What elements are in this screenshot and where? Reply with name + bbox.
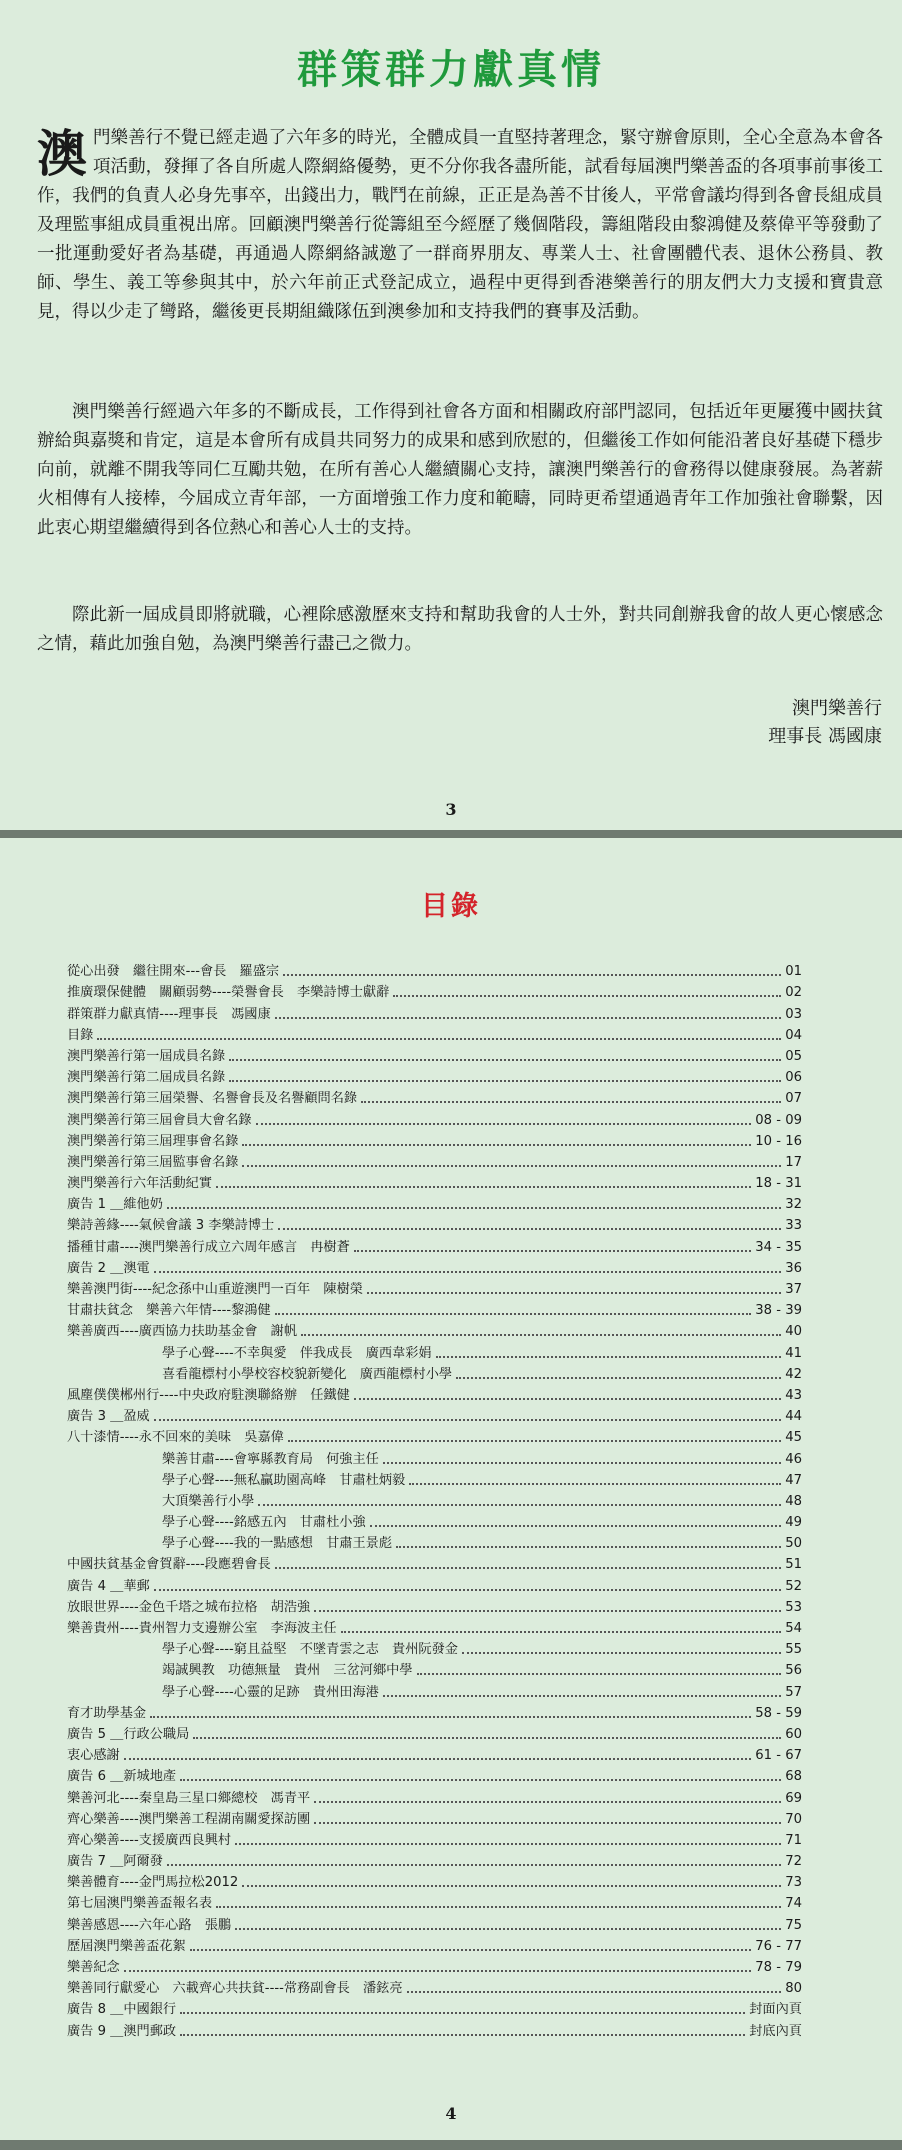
toc-entry-title: 廣告 9 ＿澳門郵政 <box>67 2023 177 2039</box>
toc-entry-title: 甘肅扶貧念 樂善六年情----黎鴻健 <box>67 1303 271 1319</box>
toc-entry-title: 廣告 8 ＿中國銀行 <box>67 2002 177 2018</box>
toc-row[interactable] <box>67 1573 802 1594</box>
toc-entry-page: 02 <box>785 985 802 1001</box>
dot-leader <box>354 1398 781 1400</box>
toc-entry-page: 54 <box>785 1621 802 1636</box>
paragraph-1-text: 門樂善行不覺已經走過了六年多的時光，全體成員一直堅持著理念，緊守辦會原則，全心全意為本會各項活動，發揮了各自所處人際網絡優勢，更不分你我各盡所能，試看每屆澳門樂善盃的各項事前事後工作，我們的負責人必身先事卒，出錢出力，戰鬥在前線，正正是為善不甘後人，平常會議均得到各會長組成員及理監事組成員重視出席。回顧澳門樂善行從籌組至今經歷了幾個階段，籌組階段由黎鴻健及蔡偉平等發動了一批運動愛好者為基礎，再通過人際網絡誠邀了一群商界朋友、專業人士、社會團體代表、退休公務員、教師、學生、義工等參與其中，於六年前正式登記成立，過程中更得到香港樂善行的朋友們大力支援和寶貴意見，得以少走了彎路，繼後更長期組織隊伍到澳參加和支持我們的賽事及活動。 <box>37 128 883 322</box>
toc-entry-page: 46 <box>785 1451 802 1467</box>
toc-entry-title: 廣告 7 ＿阿爾發 <box>67 1854 163 1870</box>
toc-entry-title: 目錄 <box>67 1027 94 1043</box>
toc-entry-title: 廣告 4 ＿華郵 <box>67 1578 150 1594</box>
dot-leader <box>275 1567 782 1569</box>
table-of-contents <box>67 959 802 2040</box>
toc-row[interactable] <box>67 1468 802 1489</box>
toc-entry-page: 68 <box>785 1769 802 1785</box>
dot-leader <box>361 1101 781 1103</box>
toc-row[interactable] <box>67 1616 802 1637</box>
toc-entry-title: 群策群力獻真情----理事長 馮國康 <box>67 1006 271 1022</box>
toc-row[interactable] <box>67 1001 802 1022</box>
toc-row[interactable] <box>67 1912 802 1933</box>
toc-entry-page: 05 <box>785 1048 802 1064</box>
toc-entry-title: 育才助學基金 <box>67 1705 147 1721</box>
toc-row[interactable] <box>67 1743 802 1764</box>
toc-row[interactable] <box>67 1107 802 1128</box>
toc-entry-page: 71 <box>785 1832 802 1848</box>
dot-leader <box>396 1546 781 1548</box>
dot-leader <box>216 1186 751 1188</box>
dot-leader <box>229 1080 781 1082</box>
toc-entry-title: 播種甘肅----澳門樂善行成立六周年感言 冉樹蒼 <box>67 1239 350 1255</box>
toc-entry-page: 47 <box>785 1472 802 1488</box>
toc-row[interactable] <box>67 1319 802 1340</box>
toc-entry-title: 學子心聲----心靈的足跡 貴州田海港 <box>162 1684 379 1700</box>
dot-leader <box>190 1949 752 1951</box>
dot-leader <box>283 974 781 976</box>
toc-row[interactable] <box>67 1171 802 1192</box>
toc-entry-title: 樂善紀念 <box>67 1960 120 1975</box>
toc-row[interactable] <box>67 1425 802 1446</box>
toc-entry-page: 18 - 31 <box>755 1176 802 1192</box>
toc-entry-page: 80 <box>785 1981 802 1997</box>
toc-row[interactable] <box>67 1701 802 1722</box>
toc-row[interactable] <box>67 1129 802 1150</box>
toc-entry-page: 43 <box>785 1387 802 1403</box>
toc-entry-page: 38 - 39 <box>755 1303 802 1319</box>
toc-entry-page: 76 - 77 <box>755 1938 802 1954</box>
dot-leader <box>216 1906 781 1908</box>
signature-org: 澳門樂善行 <box>792 698 882 719</box>
toc-entry-title: 推廣環保健體 關顧弱勢----榮譽會長 李樂詩博士獻辭 <box>67 985 390 1001</box>
toc-entry-title: 樂善甘肅----會寧縣教育局 何強主任 <box>162 1451 379 1467</box>
toc-entry-page: 36 <box>785 1260 802 1276</box>
toc-entry-title: 樂善體育----金門馬拉松2012 <box>67 1875 239 1891</box>
toc-entry-title: 樂善感恩----六年心路 張鵬 <box>67 1917 232 1933</box>
toc-entry-page: 44 <box>785 1409 802 1425</box>
toc-entry-title: 放眼世界----金色千塔之城布拉格 胡浩強 <box>67 1599 311 1615</box>
page-number: 4 <box>445 2104 457 2123</box>
dot-leader <box>407 1991 782 1993</box>
toc-entry-page: 52 <box>785 1578 802 1594</box>
dot-leader <box>154 1271 782 1273</box>
toc-entry-title: 澳門樂善行第一屆成員名錄 <box>67 1048 226 1064</box>
toc-entry-title: 樂善貴州----貴州智力支邊辦公室 李海波主任 <box>67 1621 337 1636</box>
dot-leader <box>370 1525 782 1527</box>
toc-row[interactable] <box>67 1764 802 1785</box>
toc-entry-page: 72 <box>785 1854 802 1870</box>
toc-entry-title: 廣告 6 ＿新城地產 <box>67 1769 177 1785</box>
toc-heading: 目錄 <box>421 891 481 922</box>
toc-entry-title: 澳門樂善行第三屆理事會名錄 <box>67 1133 239 1149</box>
toc-row[interactable] <box>67 1213 802 1234</box>
dot-leader <box>235 1928 781 1930</box>
dot-leader <box>229 1059 781 1061</box>
dot-leader <box>314 1822 781 1824</box>
toc-row[interactable] <box>67 1277 802 1298</box>
toc-row[interactable] <box>67 1510 802 1531</box>
toc-row[interactable] <box>67 1934 802 1955</box>
toc-entry-page: 40 <box>785 1324 802 1340</box>
dot-leader <box>150 1716 751 1718</box>
toc-row[interactable] <box>67 1722 802 1743</box>
toc-entry-title: 廣告 1 ＿維他奶 <box>67 1197 163 1213</box>
toc-row[interactable] <box>67 1150 802 1171</box>
toc-entry-title: 八十漆情----永不回來的美味 吳嘉偉 <box>67 1430 284 1446</box>
dot-leader <box>383 1695 781 1697</box>
toc-row[interactable] <box>67 1446 802 1467</box>
toc-row[interactable] <box>67 1086 802 1107</box>
toc-entry-page: 41 <box>785 1345 802 1361</box>
toc-entry-page: 34 - 35 <box>755 1239 802 1255</box>
dot-leader <box>180 2012 745 2014</box>
dot-leader <box>97 1038 781 1040</box>
dot-leader <box>417 1673 782 1675</box>
dot-leader <box>409 1483 781 1485</box>
toc-entry-page: 32 <box>785 1197 802 1213</box>
toc-row[interactable] <box>67 1298 802 1319</box>
toc-entry-title: 中國扶貧基金會賀辭----段應碧會長 <box>67 1557 271 1573</box>
drop-cap: 澳 <box>37 124 87 183</box>
dot-leader <box>242 1144 751 1146</box>
dot-leader <box>288 1440 781 1442</box>
toc-entry-title: 學子心聲----銘感五內 甘肅杜小強 <box>162 1515 366 1531</box>
dot-leader <box>278 1228 781 1230</box>
toc-entry-title: 學子心聲----無私贏助園高峰 甘肅杜炳毅 <box>162 1472 406 1488</box>
toc-row[interactable] <box>67 1997 802 2018</box>
toc-entry-page: 69 <box>785 1790 802 1806</box>
dot-leader <box>456 1377 781 1379</box>
toc-entry-page: 70 <box>785 1811 802 1827</box>
dot-leader <box>314 1610 781 1612</box>
toc-entry-page: 07 <box>785 1091 802 1107</box>
toc-entry-page: 56 <box>785 1663 802 1679</box>
toc-row[interactable] <box>67 1065 802 1086</box>
toc-row[interactable] <box>67 1807 802 1828</box>
toc-entry-page: 10 - 16 <box>755 1133 802 1149</box>
toc-entry-title: 廣告 5 ＿行政公職局 <box>67 1726 190 1742</box>
toc-entry-page: 58 - 59 <box>755 1705 802 1721</box>
dot-leader <box>193 1737 781 1739</box>
toc-entry-page: 48 <box>785 1493 802 1509</box>
toc-row[interactable] <box>67 2018 802 2039</box>
dot-leader <box>383 1462 781 1464</box>
dot-leader <box>354 1250 751 1252</box>
page-divider-bottom <box>0 2140 902 2150</box>
dot-leader <box>275 1017 782 1019</box>
toc-entry-page: 75 <box>785 1917 802 1933</box>
dot-leader <box>154 1589 782 1591</box>
toc-entry-page: 60 <box>785 1726 802 1742</box>
toc-entry-title: 衷心感謝 <box>67 1748 120 1764</box>
toc-entry-page: 封底內頁 <box>749 2023 802 2039</box>
toc-row[interactable] <box>67 1404 802 1425</box>
dot-leader <box>235 1843 781 1845</box>
dot-leader <box>167 1864 781 1866</box>
toc-entry-page: 06 <box>785 1070 802 1086</box>
toc-entry-page: 51 <box>785 1557 802 1573</box>
toc-entry-page: 45 <box>785 1430 802 1446</box>
toc-row[interactable] <box>67 1552 802 1573</box>
toc-entry-page: 04 <box>785 1027 802 1043</box>
toc-entry-title: 大頂樂善行小學 <box>162 1493 255 1509</box>
toc-entry-title: 從心出發 繼往開來---會長 羅盛宗 <box>67 964 280 980</box>
toc-row[interactable] <box>67 1828 802 1849</box>
toc-entry-title: 澳門樂善行第三屆會員大會名錄 <box>67 1112 252 1128</box>
toc-entry-title: 學子心聲----不幸與愛 伴我成長 廣西韋彩娟 <box>162 1345 432 1361</box>
toc-entry-page: 01 <box>785 964 802 980</box>
toc-entry-title: 風塵僕僕郴州行----中央政府駐澳聯絡辦 任鐵健 <box>67 1387 350 1403</box>
page-4 <box>0 838 902 2140</box>
toc-row[interactable] <box>67 980 802 1001</box>
toc-entry-page: 74 <box>785 1896 802 1912</box>
toc-entry-title: 廣告 3 ＿盈威 <box>67 1409 150 1425</box>
toc-row[interactable] <box>67 1489 802 1510</box>
toc-row[interactable] <box>67 1849 802 1870</box>
toc-entry-page: 封面內頁 <box>749 2002 802 2018</box>
dot-leader <box>242 1885 781 1887</box>
toc-row[interactable] <box>67 1785 802 1806</box>
toc-entry-title: 歷屆澳門樂善盃花絮 <box>67 1938 186 1954</box>
signature-name: 理事長 馮國康 <box>768 726 882 747</box>
toc-entry-page: 17 <box>785 1154 802 1170</box>
toc-row[interactable] <box>67 1595 802 1616</box>
dot-leader <box>258 1504 781 1506</box>
toc-row[interactable] <box>67 959 802 980</box>
toc-entry-title: 樂善河北----秦皇島三星口鄉總校 馮青平 <box>67 1790 311 1806</box>
toc-entry-page: 42 <box>785 1366 802 1382</box>
toc-entry-page: 53 <box>785 1599 802 1615</box>
toc-entry-title: 澳門樂善行第三屆榮譽、名譽會長及名譽顧問名錄 <box>67 1091 358 1107</box>
toc-entry-title: 齊心樂善----澳門樂善工程湖南關愛探訪團 <box>67 1811 311 1827</box>
toc-entry-page: 08 - 09 <box>755 1112 802 1128</box>
toc-entry-title: 齊心樂善----支援廣西良興村 <box>67 1832 232 1848</box>
dot-leader <box>341 1631 782 1633</box>
page-divider <box>0 830 902 838</box>
toc-entry-title: 廣告 2 ＿澳電 <box>67 1260 150 1276</box>
toc-row[interactable] <box>67 1192 802 1213</box>
toc-row[interactable] <box>67 1976 802 1997</box>
dot-leader <box>154 1419 782 1421</box>
toc-entry-title: 竭誠興教 功德無量 貴州 三岔河鄉中學 <box>162 1663 413 1679</box>
toc-row[interactable] <box>67 1044 802 1065</box>
toc-entry-page: 50 <box>785 1536 802 1552</box>
dot-leader <box>314 1801 781 1803</box>
dot-leader <box>124 1970 752 1972</box>
paragraph-3: 際此新一屆成員即將就職，心裡除感激歷來支持和幫助我會的人士外，對共同創辦我會的故人更心懷感念之情，藉此加強自勉，為澳門樂善行盡己之微力。 <box>37 605 883 654</box>
toc-entry-page: 37 <box>785 1282 802 1297</box>
toc-row[interactable] <box>67 1637 802 1658</box>
toc-entry-page: 33 <box>785 1218 802 1234</box>
toc-entry-page: 55 <box>785 1642 802 1658</box>
article-title: 群策群力獻真情 <box>297 46 605 93</box>
toc-entry-title: 澳門樂善行第二屆成員名錄 <box>67 1070 226 1086</box>
dot-leader <box>275 1313 752 1315</box>
toc-entry-title: 學子心聲----我的一點感想 甘肅王景彪 <box>162 1536 393 1552</box>
dot-leader <box>167 1207 781 1209</box>
toc-entry-title: 學子心聲----窮且益堅 不墜青雲之志 貴州阮發金 <box>162 1642 458 1658</box>
paragraph-2: 澳門樂善行經過六年多的不斷成長，工作得到社會各方面和相關政府部門認同，包括近年更屢獲中國扶貧辦給與嘉獎和肯定，這是本會所有成員共同努力的成果和感到欣慰的，但繼後工作如何能沿著良好基礎下穩步向前，就離不開我等同仁互勵共勉，在所有善心人繼續關心支持，讓澳門樂善行的會務得以健康發展。為著薪火相傳有人接棒，今屆成立青年部，一方面增強工作力度和範疇，同時更希望通過青年工作加強社會聯繫，因此衷心期望繼續得到各位熱心和善心人士的支持。 <box>37 402 883 538</box>
toc-entry-title: 第七屆澳門樂善盃報名表 <box>67 1896 213 1912</box>
toc-row[interactable] <box>67 1340 802 1361</box>
dot-leader <box>180 2034 745 2036</box>
toc-row[interactable] <box>67 1383 802 1404</box>
page-number: 3 <box>445 800 457 819</box>
toc-entry-title: 澳門樂善行六年活動紀實 <box>67 1176 213 1192</box>
toc-entry-title: 樂詩善緣----氣候會議 3 李樂詩博士 <box>67 1218 275 1234</box>
toc-entry-page: 03 <box>785 1006 802 1022</box>
toc-entry-title: 樂善廣西----廣西協力扶助基金會 謝帆 <box>67 1324 298 1340</box>
toc-entry-page: 73 <box>785 1875 802 1891</box>
toc-entry-page: 49 <box>785 1515 802 1531</box>
toc-row[interactable] <box>67 1891 802 1912</box>
toc-entry-page: 78 - 79 <box>755 1960 802 1975</box>
toc-entry-page: 61 - 67 <box>755 1748 802 1764</box>
toc-row[interactable] <box>67 1023 802 1044</box>
dot-leader <box>436 1356 782 1358</box>
toc-row[interactable] <box>67 1234 802 1255</box>
dot-leader <box>124 1758 752 1760</box>
dot-leader <box>180 1779 781 1781</box>
dot-leader <box>367 1292 781 1294</box>
toc-row[interactable] <box>67 1679 802 1700</box>
toc-row[interactable] <box>67 1362 802 1383</box>
toc-entry-title: 樂善同行獻愛心 六載齊心共扶貧----常務副會長 潘鉉亮 <box>67 1981 403 1997</box>
toc-row[interactable] <box>67 1955 802 1976</box>
dot-leader <box>301 1334 781 1336</box>
toc-row[interactable] <box>67 1256 802 1277</box>
dot-leader <box>462 1652 781 1654</box>
toc-row[interactable] <box>67 1531 802 1552</box>
paragraph-1 <box>37 124 883 327</box>
toc-row[interactable] <box>67 1870 802 1891</box>
toc-row[interactable] <box>67 1658 802 1679</box>
toc-entry-title: 樂善澳門街----紀念孫中山重遊澳門一百年 陳樹榮 <box>67 1282 363 1297</box>
toc-entry-title: 澳門樂善行第三屆監事會名錄 <box>67 1154 239 1170</box>
dot-leader <box>393 995 781 997</box>
dot-leader <box>256 1123 752 1125</box>
toc-entry-title: 喜看龍標村小學校容校貌新變化 廣西龍標村小學 <box>162 1366 453 1382</box>
dot-leader <box>242 1165 781 1167</box>
page-3 <box>0 0 902 830</box>
toc-entry-page: 57 <box>785 1684 802 1700</box>
